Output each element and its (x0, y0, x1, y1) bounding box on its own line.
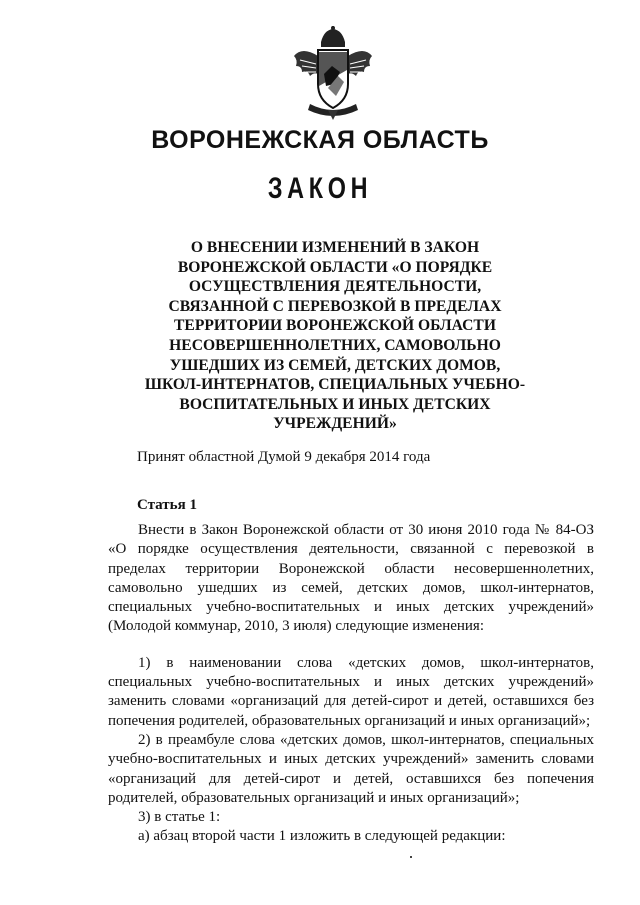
article-paragraph: 2) в преамбуле слова «детских домов, школ-интернатов, специальных учебно-воспитательных и иных детских учреждений» заменить словами «организаций для детей-сирот и детей, оставшихся без попечения родителей, образовательных организаций и иных организаций»; (108, 731, 594, 806)
article-paragraph: Внести в Закон Воронежской области от 30 июня 2010 года № 84-ОЗ «О порядке осуществления деятельности, связанной с перевозкой в пределах территории Воронежской области несовершеннолетних, самовольно ушедших из семей, детских домов, школ-интернатов, специальных учебно-воспитательных и иных детских учреждений» (Молодой коммунар, 2010, 3 июля) следующие изменения: (108, 522, 594, 635)
article-body (108, 521, 594, 847)
law-title: О ВНЕСЕНИИ ИЗМЕНЕНИЙ В ЗАКОН ВОРОНЕЖСКОЙ ОБЛАСТИ «О ПОРЯДКЕ ОСУЩЕСТВЛЕНИЯ ДЕЯТЕЛЬНОСТИ, СВЯЗАННОЙ С ПЕРЕВОЗКОЙ В ПРЕДЕЛАХ ТЕРРИТОРИИ ВОРОНЕЖСКОЙ ОБЛАСТИ НЕСОВЕРШЕННОЛЕТНИХ, САМОВОЛЬНО УШЕДШИХ ИЗ СЕМЕЙ, ДЕТСКИХ ДОМОВ, ШКОЛ-ИНТЕРНАТОВ, СПЕЦИАЛЬНЫХ УЧЕБНО-ВОСПИТАТЕЛЬНЫХ И ИНЫХ ДЕТСКИХ УЧРЕЖДЕНИЙ» (144, 239, 526, 433)
article-paragraph: 1) в наименовании слова «детских домов, школ-интернатов, специальных учебно-воспитательных и иных детских учреждений» заменить словами «организаций для детей-сирот и детей, оставшихся без попечения родителей, образовательных организаций и иных организаций»; (108, 654, 594, 729)
scan-speck (410, 856, 412, 858)
document-type: ЗАКОН (267, 172, 373, 205)
region-title: ВОРОНЕЖСКАЯ ОБЛАСТЬ (151, 126, 489, 154)
article-paragraph: а) абзац второй части 1 изложить в следующей редакции: (138, 828, 506, 845)
article-heading: Статья 1 (137, 497, 197, 513)
voronezh-coat-of-arms-icon (288, 26, 378, 122)
article-paragraph: 3) в статье 1: (138, 809, 221, 826)
adoption-note: Принят областной Думой 9 декабря 2014 года (137, 449, 431, 465)
